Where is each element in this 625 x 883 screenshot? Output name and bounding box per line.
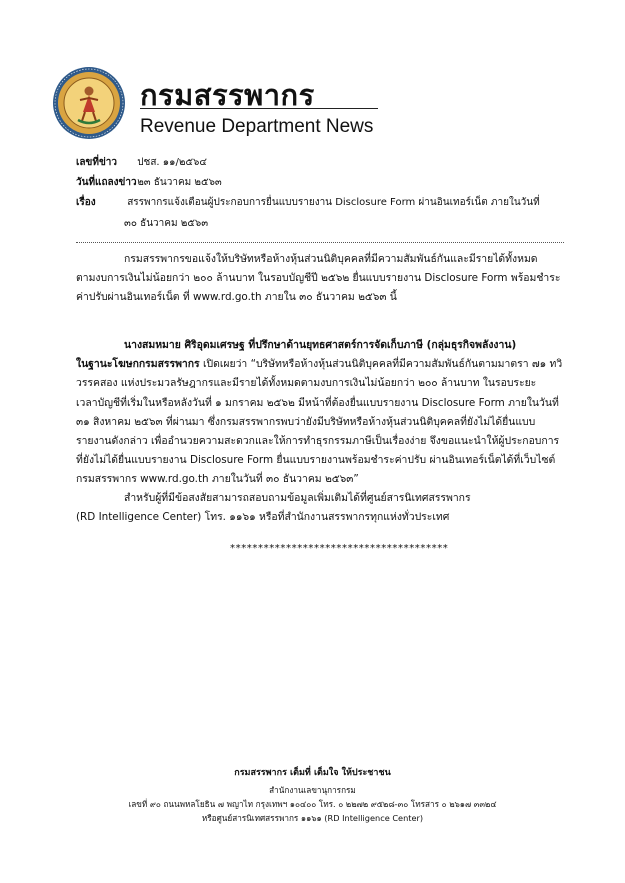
paragraph-line: เปิดเผยว่า “บริษัทหรือห้างหุ้นส่วนนิติบุคคลที่มีความสัมพันธ์กันตามมาตรา ๗๑ ทวิ [202,358,563,371]
footer-slogan: กรมสรรพากร เต็มที่ เต็มใจ ให้ประชาชน [234,768,391,778]
paragraph-intro [76,250,564,308]
release-date-label: วันที่แถลงข่าว [76,177,137,188]
paragraph-line: สำหรับผู้ที่มีข้อสงสัยสามารถสอบถามข้อมูลเพิ่มเติมได้ที่ศูนย์สารนิเทศสรรพากร [124,492,471,504]
footer-office: สำนักงานเลขานุการกรม [269,785,356,795]
news-number-value: ปชส. ๑๑/๒๕๖๔ [137,157,207,168]
paragraph-line: กรมสรรพากร www.rd.go.th ภายในวันที่ ๓๐ ธันวาคม ๒๕๖๓” [76,473,359,486]
speaker-role: ในฐานะโฆษกกรมสรรพากร [76,358,200,371]
paragraph-line: ค่าปรับผ่านอินเทอร์เน็ต ที่ www.rd.go.th ภายใน ๓๐ ธันวาคม ๒๕๖๓ นี้ [76,291,397,304]
paragraph-contact [76,489,564,527]
title-divider [140,108,378,109]
paragraph-line: วรรคสอง แห่งประมวลรัษฎากรและมีรายได้ทั้งหมดตามงบการเงินไม่น้อยกว่า ๒๐๐ ล้านบาท ในรอบระยะ [76,377,537,390]
paragraph-spokesperson [76,336,564,490]
footer-address: เลขที่ ๙๐ ถนนพหลโยธิน ๗ พญาไท กรุงเทพฯ ๑๐๔๐๐ โทร. ๐ ๒๒๗๒ ๙๕๒๘-๓๐ โทรสาร ๐ ๒๖๑๗ ๓๓๒๔ [128,799,497,809]
paragraph-line: รายงานดังกล่าว เพื่ออำนวยความสะดวกและให้การทำธุรกรรมภาษีเป็นเรื่องง่าย จึงขอแนะนำให้ผู้ประกอบการ [76,435,560,448]
release-date-value: ๒๓ ธันวาคม ๒๕๖๓ [137,177,222,188]
section-divider [76,242,564,243]
subject-row [76,196,540,209]
subject-line-2: ๓๐ ธันวาคม ๒๕๖๓ [124,218,209,229]
paragraph-line: ตามงบการเงินไม่น้อยกว่า ๒๐๐ ล้านบาท ในรอบบัญชีปี ๒๕๖๒ ยื่นแบบรายงาน Disclosure Form พร้อมชำระ [76,272,561,285]
news-number-label: เลขที่ข่าว [76,157,118,168]
subject-line-1: สรรพากรแจ้งเตือนผู้ประกอบการยื่นแบบรายงาน Disclosure Form ผ่านอินเทอร์เน็ต ภายในวันที่ [127,197,540,208]
end-separator: *************************************** [230,543,449,554]
paragraph-line: เวลาบัญชีที่เริ่มในหรือหลังวันที่ ๑ มกราคม ๒๕๖๒ มีหน้าที่ต้องยื่นแบบรายงาน Disclosure Form ภายในวันที่ [76,396,559,409]
paragraph-line: ๓๑ สิงหาคม ๒๕๖๓ ที่ผ่านมา ซึ่งกรมสรรพากรพบว่ายังมีบริษัทหรือห้างหุ้นส่วนนิติบุคคลที่ยังไม่ได้ยื่นแบบ [76,415,536,428]
paragraph-line: (RD Intelligence Center) โทร. ๑๑๖๑ หรือที่สำนักงานสรรพากรทุกแห่งทั่วประเทศ [76,511,450,524]
news-number-row [76,156,207,169]
subject-label: เรื่อง [76,197,96,208]
speaker-line: นางสมหมาย ศิริอุดมเศรษฐ ที่ปรึกษาด้านยุทธศาสตร์การจัดเก็บภาษี (กลุ่มธุรกิจพลังงาน) [124,339,517,351]
revenue-department-seal-icon [52,66,126,140]
footer-contact: หรือศูนย์สารนิเทศสรรพากร ๑๑๖๑ (RD Intelligence Center) [201,813,424,823]
page-title-thai: กรมสรรพากร [140,78,315,112]
page-title-english: Revenue Department News [140,116,374,137]
paragraph-line: กรมสรรพากรขอแจ้งให้บริษัทหรือห้างหุ้นส่วนนิติบุคคลที่มีความสัมพันธ์กันและมีรายได้ทั้งหมด [124,253,538,265]
release-date-row [76,176,222,189]
paragraph-line: ที่ยังไม่ได้ยื่นแบบรายงาน Disclosure Form ยื่นแบบรายงานพร้อมชำระค่าปรับ ผ่านอินเทอร์เน็ตได้ที่เว็บไซต์ [76,454,556,467]
